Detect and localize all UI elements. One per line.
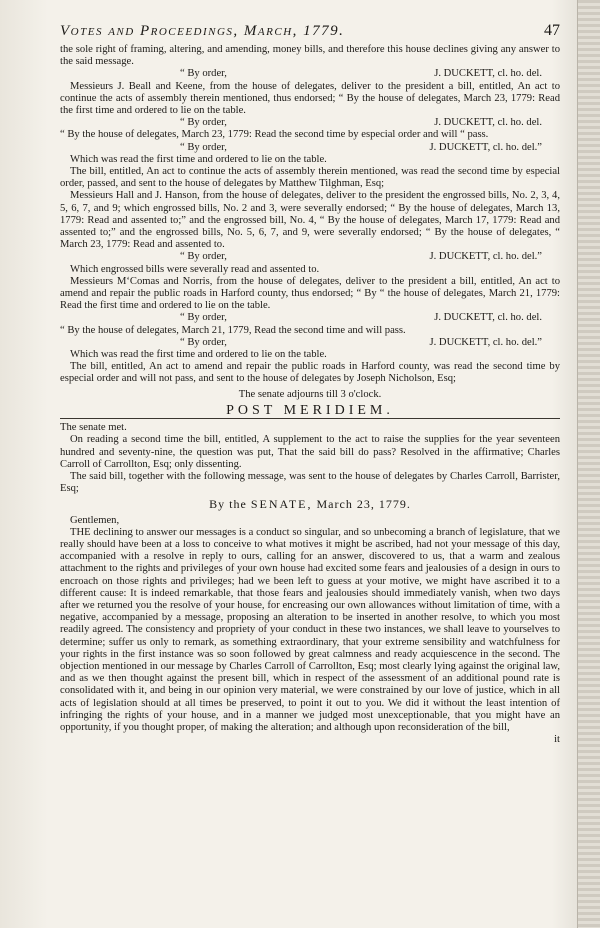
senate-prefix: By the — [209, 497, 247, 512]
running-head — [60, 22, 560, 40]
paragraph: Messieurs J. Beall and Keene, from the house of delegates, deliver to the president a bill, entitled, An act to continue the acts of assembly therein mentioned, thus endorsed; “ By the house of delegates, March 23, 1779: Read the first time and ordered to lie on the table. — [60, 80, 560, 117]
paragraph: Which was read the first time and ordered to lie on the table. — [70, 349, 327, 361]
order-label: “ By order, — [180, 68, 227, 80]
clerk-signature: J. DUCKETT, cl. ho. del. — [434, 68, 542, 80]
paragraph: On reading a second time the bill, entitled, A supplement to the act to raise the supplies for the year seventeen hundred and seventy-nine, the question was put, That the said bill do pass? Resolved in the affirmative; Charles Carroll of Carrollton, Esq; only dissenting. — [60, 434, 560, 470]
paragraph: The bill, entitled, An act to amend and repair the public roads in Harford county, was read the second time by especial order and will not pass, and sent to the house of delegates by Joseph Nicholson, Esq; — [60, 361, 560, 385]
order-signature — [180, 337, 560, 349]
clerk-signature: J. DUCKETT, cl. ho. del. — [434, 312, 542, 324]
order-signature — [180, 312, 560, 324]
adjournment-note: The senate adjourns till 3 o'clock. — [238, 388, 382, 400]
clerk-signature: J. DUCKETT, cl. ho. del.” — [429, 251, 542, 263]
paragraph: The said bill, together with the following message, was sent to the house of delegates by Charles Carroll, Barrister, Esq; — [60, 470, 560, 495]
order-label: “ By order, — [180, 312, 227, 324]
paragraph: “ By the house of delegates, March 21, 1779, Read the second time and will pass. — [60, 324, 406, 336]
clerk-signature: J. DUCKETT, cl. ho. del.” — [429, 336, 542, 348]
clerk-signature: J. DUCKETT, cl. ho. del.” — [429, 141, 542, 153]
paragraph: The senate met. — [60, 422, 127, 434]
order-signature — [180, 251, 560, 263]
order-label: “ By order, — [180, 336, 227, 348]
order-label: “ By order, — [180, 117, 227, 129]
paragraph: Messieurs Hall and J. Hanson, from the house of delegates, deliver to the president the engrossed bills, No. 2, 3, 4, 5, 6, 7, and 9; which engrossed bills, No. 2 and 3, were severally endorsed; “ By the house of delegates, March 13, 1779: Read and assented to;” and the engrossed bill, No. 4, “ By the house of delegates, March 17, 1779: Read and assented to;” and the engrossed bills, No. 5, 6, 7, and 9, were severally endorsed; “ By the house of delegates, “ March 23, 1779: Read and assented to. — [60, 190, 560, 251]
clerk-signature: J. DUCKETT, cl. ho. del. — [434, 117, 542, 129]
paragraph: Messieurs M‘Comas and Norris, from the house of delegates, deliver to the president a bill, entitled, An act to amend and repair the public roads in Harford county, thus endorsed; “ By “ the house of delegates, March 21, 1779: Read the first time and ordered to lie on the table. — [60, 275, 560, 312]
salutation: Gentlemen, — [70, 514, 120, 526]
section-heading: POST MERIDIEM. — [60, 405, 560, 419]
page-binding-edge — [577, 0, 600, 928]
order-signature — [180, 68, 560, 80]
senate-dateline — [60, 498, 560, 510]
order-label: “ By order, — [180, 141, 227, 153]
paragraph: the sole right of framing, altering, and amending, money bills, and therefore this house declines giving any answer to the said message. — [60, 44, 560, 68]
order-signature — [180, 142, 560, 154]
message-body: THE declining to answer our messages is a conduct so singular, and so unbecoming a branch of legislature, that we really should have been at a loss to conceive to what motives it might be ascribed, had not your message of this day, accompanied with a resolve in reply to ours, calling for an answer, discovered to us, that a warm and zealous attachment to the rights and privileges of your own house had excited some fears and jealousies of a design in ours to encroach on those rights and privileges; had we been left to guess at your motive, we might have ascribed it to a different cause: It is indeed remarkable, that those fears and jealousies should immediately vanish, when two days after we returned you the resolve of your house, for encreasing our own allowances without limitation of time, with a negative, accompanied by a message, proposing an alteration to be inserted in another resolve, to which you most readily agreed. The consistency and propriety of your conduct in these two instances, we shall leave to yourselves to determine; suffer us only to remark, as something extraordinary, that your extreme sensibility and watchfulness for your rights in the first instance was so soon followed by great calmness and ready acquiescence in the second. The objection mentioned in our message by Charles Carroll of Carrollton, Esq; most clearly lying against the original law, and as we then thought against the present bill, which in respect of the assessment of an additional pound rate is consolidated with it, and being in our opinion very material, we were constrained by our love of justice, which in all acts of legislation should at all times be preserved, to point it out to you. We did it without the least intention of infringing the rights of your house, and in a manner we judged most unexceptionable, that you might have an opportunity, if you thought proper, of making the alteration; and although upon reconsideration of the bill, — [60, 526, 560, 733]
body-text — [60, 44, 560, 746]
order-signature — [180, 117, 560, 129]
paragraph: “ By the house of delegates, March 23, 1779: Read the second time by especial order and will “ pass. — [60, 129, 489, 141]
page-number: 47 — [544, 22, 560, 39]
order-label: “ By order, — [180, 251, 227, 263]
paragraph: The bill, entitled, An act to continue the acts of assembly therein mentioned, was read the second time by especial order, passed, and sent to the house of delegates by Matthew Tilghman, Esq; — [60, 166, 560, 190]
senate-name: SENATE, — [250, 497, 313, 512]
senate-date: March 23, 1779. — [316, 497, 411, 512]
paragraph: Which engrossed bills were severally read and assented to. — [70, 263, 320, 275]
paragraph: Which was read the first time and ordered to lie on the table. — [70, 153, 327, 165]
catchword: it — [554, 734, 560, 746]
running-head-title: Votes and Proceedings, March, 1779. — [60, 23, 345, 39]
